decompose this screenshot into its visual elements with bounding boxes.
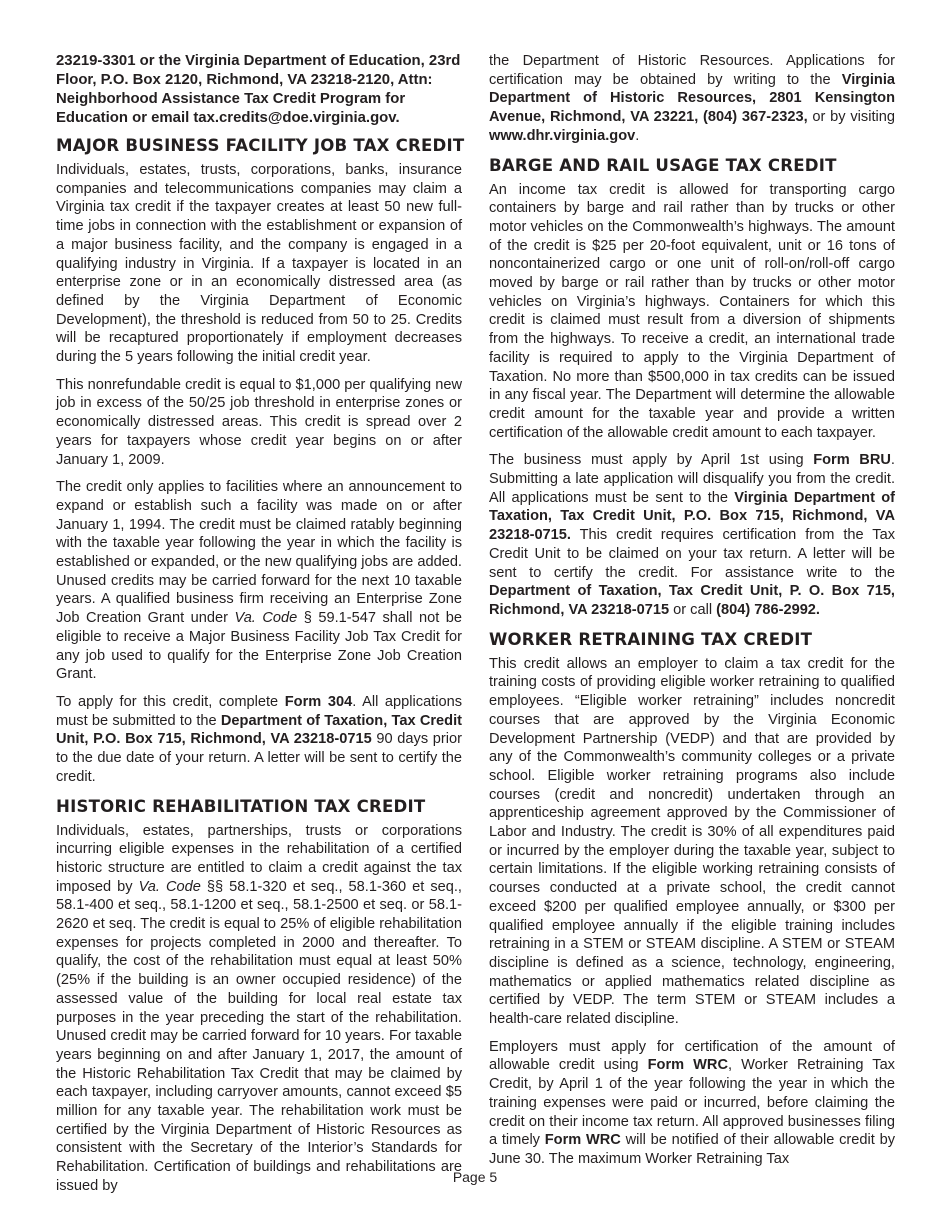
code-citation: Va. Code bbox=[138, 878, 201, 895]
barge-rail-heading: BARGE AND RAIL USAGE TAX CREDIT bbox=[489, 155, 837, 175]
barge-rail-paragraph-2: The business must apply by April 1st using Form BRU. Submitting a late application will disqualify you from the credit. All applications must be sent to the Virginia Department of Taxation, Tax Credit Unit, P.O. Box 715, Richmond, VA 23218-0715. This credit requires certification from the Tax Credit Unit to be claimed on your tax return. A letter will be sent to certify the credit. For assistance write to the Department of Taxation, Tax Credit Unit, P. O. Box 715, Richmond, VA 23218-0715 or call (804) 786-2992. bbox=[489, 452, 896, 618]
tax-dept-phone: (804) 786-2992. bbox=[716, 601, 820, 618]
historic-rehab-heading: HISTORIC REHABILITATION TAX CREDIT bbox=[56, 796, 426, 816]
tax-credit-unit-address: Department of Taxation, Tax Credit Unit, P.O. Box 715, Richmond, VA 23218-0715 bbox=[56, 712, 463, 748]
tax-dept-address-assistance: Department of Taxation, Tax Credit Unit, P. O. Box 715, Richmond, VA 23218-0715 bbox=[489, 583, 895, 618]
major-business-paragraph-4: To apply for this credit, complete Form 304. All applications must be submitted to the Department of Taxation, Tax Credit Unit, P.O. Box 715, Richmond, VA 23218-0715 90 days prior to the due date of your return. A letter will be sent to certify the credit. bbox=[56, 693, 463, 785]
worker-retraining-paragraph-2: Employers must apply for certification of the amount of allowable credit using Form WRC, Worker Retraining Tax Credit, by April 1 of the year following the year in which the training expenses were paid or incurred, before claiming the credit on their income tax return. All approved businesses filing a timely Form WRC will be notified of their allowable credit by June 30. The maximum Worker Retraining Tax bbox=[489, 1038, 895, 1167]
major-business-paragraph-2: This nonrefundable credit is equal to $1,000 per qualifying new job in excess of the 50/25 job threshold in enterprise zones or economically distressed areas. This credit is spread over 2 years for taxpayers whose credit year begins on or after January 1, 2009. bbox=[56, 376, 462, 468]
worker-retraining-paragraph-1: This credit allows an employer to claim a tax credit for the training costs of providing eligible worker retraining to qualified employees. “Eligible worker retraining” includes noncredit courses that are approved by the Virginia Economic Development Partnership (VEDP) and that are provided by any of the Commonwealth’s community colleges or a private school. Eligible worker retraining programs also include courses (credit and noncredit) undertaken through an apprenticeship agreement approved by the Commissioner of Labor and Industry. The credit is 30% of all expenditures paid or incurred by the employer during the taxable year, subject to certain limitations. If the eligible working retraining consists of courses conducted at a private school, the credit cannot exceed $200 per qualified employee annually, or $300 per qualified employee annually if the eligible training includes retraining in a STEM or STEAM discipline. A STEM or STEAM discipline is defined as a science, technology, engineering, mathematics or applied mathematics related discipline as certified by VEDP. The term STEM or STEAM includes a health-care related discipline. bbox=[489, 655, 895, 1028]
historic-rehab-paragraph: Individuals, estates, partnerships, trusts or corporations incurring eligible expenses in the rehabilitation of a certified historic structure are entitled to claim a credit against the tax imposed by Va. Code §§ 58.1-320 et seq., 58.1-360 et seq., 58.1-400 et seq., 58.1-1200 et seq., 58.1-2500 et seq. or 58.1-2620 et seq. The credit is equal to 25% of eligible rehabilitation expenses for projects completed in 2000 and thereafter. To qualify, the cost of the rehabilitation must equal at least 50% (25% if the building is an owner occupied residence) of the assessed value of the building for local real estate tax purposes in the year preceding the start of the rehabilitation. Unused credit may be carried forward for 10 years. For taxable years beginning on and after January 1, 2017, the amount of the Historic Rehabilitation Tax Credit that may be claimed by each taxpayer, including carryover amounts, cannot exceed $5 million for any taxable year. The rehabilitation work must be certified by the Virginia Department of Historic Resources as consistent with the Secretary of the Interior’s Standards for Rehabilitation. Certification of buildings and rehabilitations are issued by bbox=[56, 822, 462, 1194]
barge-rail-paragraph-1: An income tax credit is allowed for transporting cargo containers by barge and rail rather than by trucks or other motor vehicles on the Commonwealth’s highways. The amount of the credit is $25 per 20-foot equivalent, unit or 16 tons of noncontainerized cargo or one unit of roll-on/roll-off cargo moved by barge or rail rather than by trucks or other motor vehicles on Virginia’s highways. Containers for which this credit is claimed must result from a diversion of shipments from the highways. To receive a credit, an international trade facility is required to apply to the Virginia Department of Taxation. No more than $500,000 in tax credits can be issued in any fiscal year. The Department will determine the allowable credit amount for the taxable year and provide a written certification of the allowable credit amount to each taxpayer. bbox=[489, 181, 895, 441]
dhr-address: Virginia Department of Historic Resources, 2801 Kensington Avenue, Richmond, VA 23221, (804) 367-2323, bbox=[489, 71, 895, 126]
left-column bbox=[56, 52, 465, 1205]
page-number: Page 5 bbox=[452, 1169, 498, 1185]
form-304-reference: Form 304 bbox=[284, 693, 353, 710]
tax-dept-address: Virginia Department of Taxation, Tax Credit Unit, P.O. Box 715, Richmond, VA 23218-0715. bbox=[489, 489, 896, 544]
major-business-paragraph-1: Individuals, estates, trusts, corporations, banks, insurance companies and telecommunications companies may claim a Virginia tax credit if the taxpayer creates at least 50 new full-time jobs in connection with the establishment or expansion of a major business facility, and the company is engaged in a qualifying industry in Virginia. If a taxpayer is located in an enterprise zone or in an economically distressed area (as defined by the Virginia Department of Economic Development), the threshold is reduced from 50 to 25. Credits will be recaptured proportionately if employment decreases during the 5 years following the initial credit year. bbox=[56, 162, 462, 366]
dhr-website: www.dhr.virginia.gov bbox=[489, 127, 636, 144]
worker-retraining-heading: WORKER RETRAINING TAX CREDIT bbox=[489, 629, 813, 649]
lead-paragraph: 23219-3301 or the Virginia Department of Education, 23rd Floor, P.O. Box 2120, Richmond, VA 23218-2120, Attn: Neighborhood Assistance Tax Credit Program for Education or email tax.credits@doe.virginia.gov. bbox=[56, 53, 461, 126]
code-citation: Va. Code bbox=[234, 610, 298, 627]
major-business-paragraph-3: The credit only applies to facilities where an announcement to expand or establish such a facility was made on or after January 1, 1994. The credit must be claimed ratably beginning with the taxable year following the year in which the facility is established or expanded, or the new qualifying jobs are added. Unused credits may be carried forward for the next 10 taxable years. A qualified business firm receiving an Enterprise Zone Job Creation Grant under Va. Code § 59.1-547 shall not be eligible to receive a Major Business Facility Job Tax Credit for any job used to qualify for the Enterprise Zone Job Creation Grant. bbox=[56, 479, 462, 683]
major-business-heading: MAJOR BUSINESS FACILITY JOB TAX CREDIT bbox=[56, 136, 465, 155]
form-wrc-reference: Form WRC bbox=[544, 1132, 621, 1149]
form-wrc-reference: Form WRC bbox=[647, 1057, 729, 1074]
form-bru-reference: Form BRU bbox=[813, 452, 891, 469]
right-column bbox=[489, 52, 895, 1178]
historic-continuation-paragraph: the Department of Historic Resources. Applications for certification may be obtained by writing to the Virginia Department of Historic Resources, 2801 Kensington Avenue, Richmond, VA 23221, (804) 367-2323, or by visiting www.dhr.virginia.gov. bbox=[489, 53, 895, 144]
